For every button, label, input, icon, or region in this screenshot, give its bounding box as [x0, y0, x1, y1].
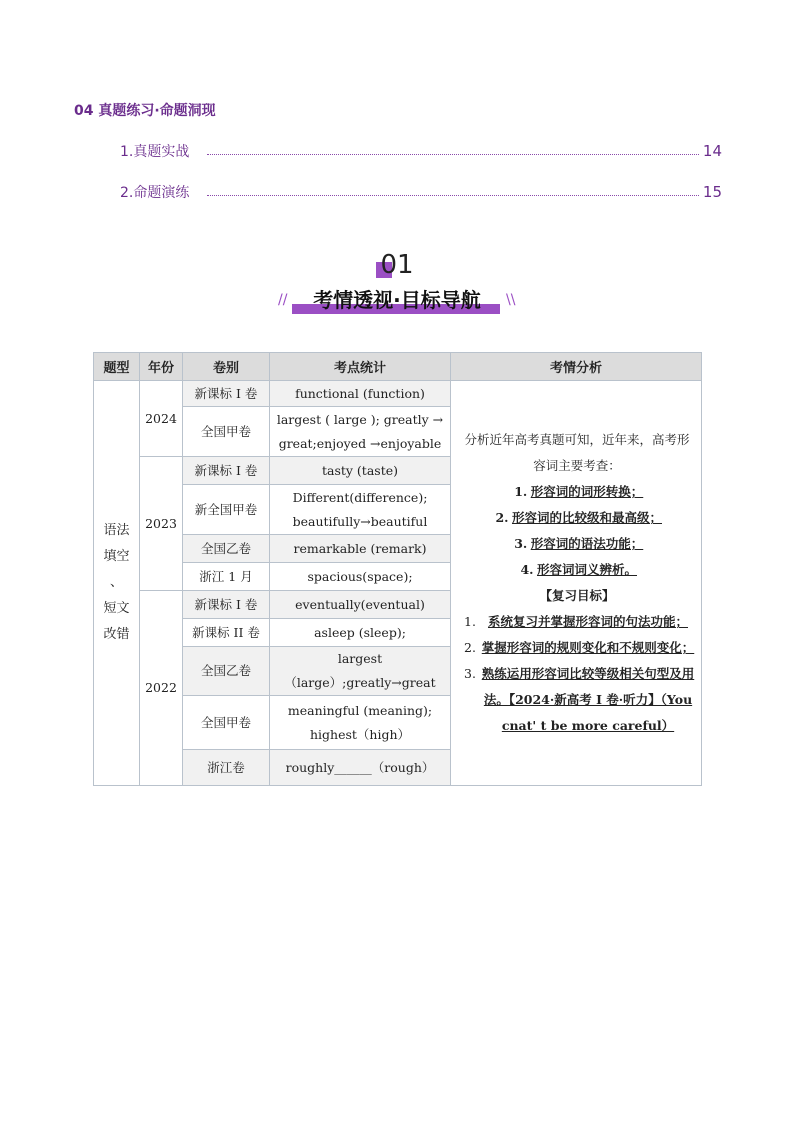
toc-item-page: 14	[702, 142, 722, 160]
header-type: 题型	[94, 353, 140, 381]
paper-cell: 全国甲卷	[183, 696, 270, 750]
section-title-block	[0, 284, 794, 314]
toc-item-page: 15	[702, 183, 722, 201]
paper-cell: 新全国甲卷	[183, 485, 270, 535]
header-paper: 卷别	[183, 353, 270, 381]
paper-cell: 新课标 II 卷	[183, 619, 270, 647]
header-analysis: 考情分析	[451, 353, 702, 381]
paper-cell: 全国甲卷	[183, 407, 270, 457]
paper-cell: 新课标 I 卷	[183, 381, 270, 407]
table-header-row	[94, 353, 702, 381]
review-goals-heading: 【复习目标】	[539, 588, 615, 603]
analysis-point: 3. 形容词的语法功能；	[514, 536, 644, 551]
toc-item-label: 2.命题演练	[120, 185, 190, 201]
table-row	[94, 381, 702, 407]
analysis-point: 4. 形容词词义辨析。	[520, 562, 637, 577]
review-goal: 2. 掌握形容词的规则变化和不规则变化；	[464, 640, 695, 655]
toc-item-2[interactable]	[120, 182, 722, 202]
toc-heading[interactable]: 04 真题练习·命题洞现	[74, 103, 216, 119]
paper-cell: 新课标 I 卷	[183, 457, 270, 485]
toc-leader-dots	[207, 195, 699, 196]
points-cell: meaningful (meaning); highest（high）	[270, 696, 451, 750]
section-title: 考情透视·目标导航	[313, 288, 481, 312]
exam-analysis-table	[93, 352, 702, 786]
toc-leader-dots	[207, 154, 699, 155]
toc-item-1[interactable]	[120, 141, 722, 161]
points-cell: asleep (sleep);	[270, 619, 451, 647]
analysis-intro: 分析近年高考真题可知，近年来，高考形容词主要考查：	[464, 432, 690, 473]
points-cell: Different(difference); beautifully→beautiful	[270, 485, 451, 535]
points-cell: largest ( large ); greatly → great;enjoyed →enjoyable	[270, 407, 451, 457]
points-cell: roughly______（rough）	[270, 750, 451, 786]
year-cell: 2023	[140, 457, 183, 591]
analysis-cell	[451, 381, 702, 786]
slash-right-decoration: \\	[506, 292, 516, 308]
points-cell: largest（large）;greatly→great	[270, 647, 451, 696]
paper-cell: 新课标 I 卷	[183, 591, 270, 619]
analysis-point: 1. 形容词的词形转换；	[514, 484, 644, 499]
header-points: 考点统计	[270, 353, 451, 381]
points-cell: spacious(space);	[270, 563, 451, 591]
slash-left-decoration: //	[278, 292, 288, 308]
points-cell: tasty (taste)	[270, 457, 451, 485]
points-cell: eventually(eventual)	[270, 591, 451, 619]
header-year: 年份	[140, 353, 183, 381]
points-cell: functional (function)	[270, 381, 451, 407]
year-cell: 2024	[140, 381, 183, 457]
review-goal: 3. 熟练运用形容词比较等级相关句型及用法。【2024·新高考 I 卷·听力】（You cnat' t be more careful）	[464, 666, 695, 733]
section-number: 01	[0, 250, 794, 280]
review-goal: 1. 系统复习并掌握形容词的句法功能；	[464, 614, 688, 629]
paper-cell: 浙江卷	[183, 750, 270, 786]
question-type-cell: 语法 填空 、 短文 改错	[94, 381, 140, 786]
year-cell: 2022	[140, 591, 183, 786]
paper-cell: 全国乙卷	[183, 647, 270, 696]
paper-cell: 全国乙卷	[183, 535, 270, 563]
analysis-point: 2. 形容词的比较级和最高级；	[495, 510, 662, 525]
points-cell: remarkable (remark)	[270, 535, 451, 563]
paper-cell: 浙江 1 月	[183, 563, 270, 591]
toc-item-label: 1.真题实战	[120, 144, 190, 160]
